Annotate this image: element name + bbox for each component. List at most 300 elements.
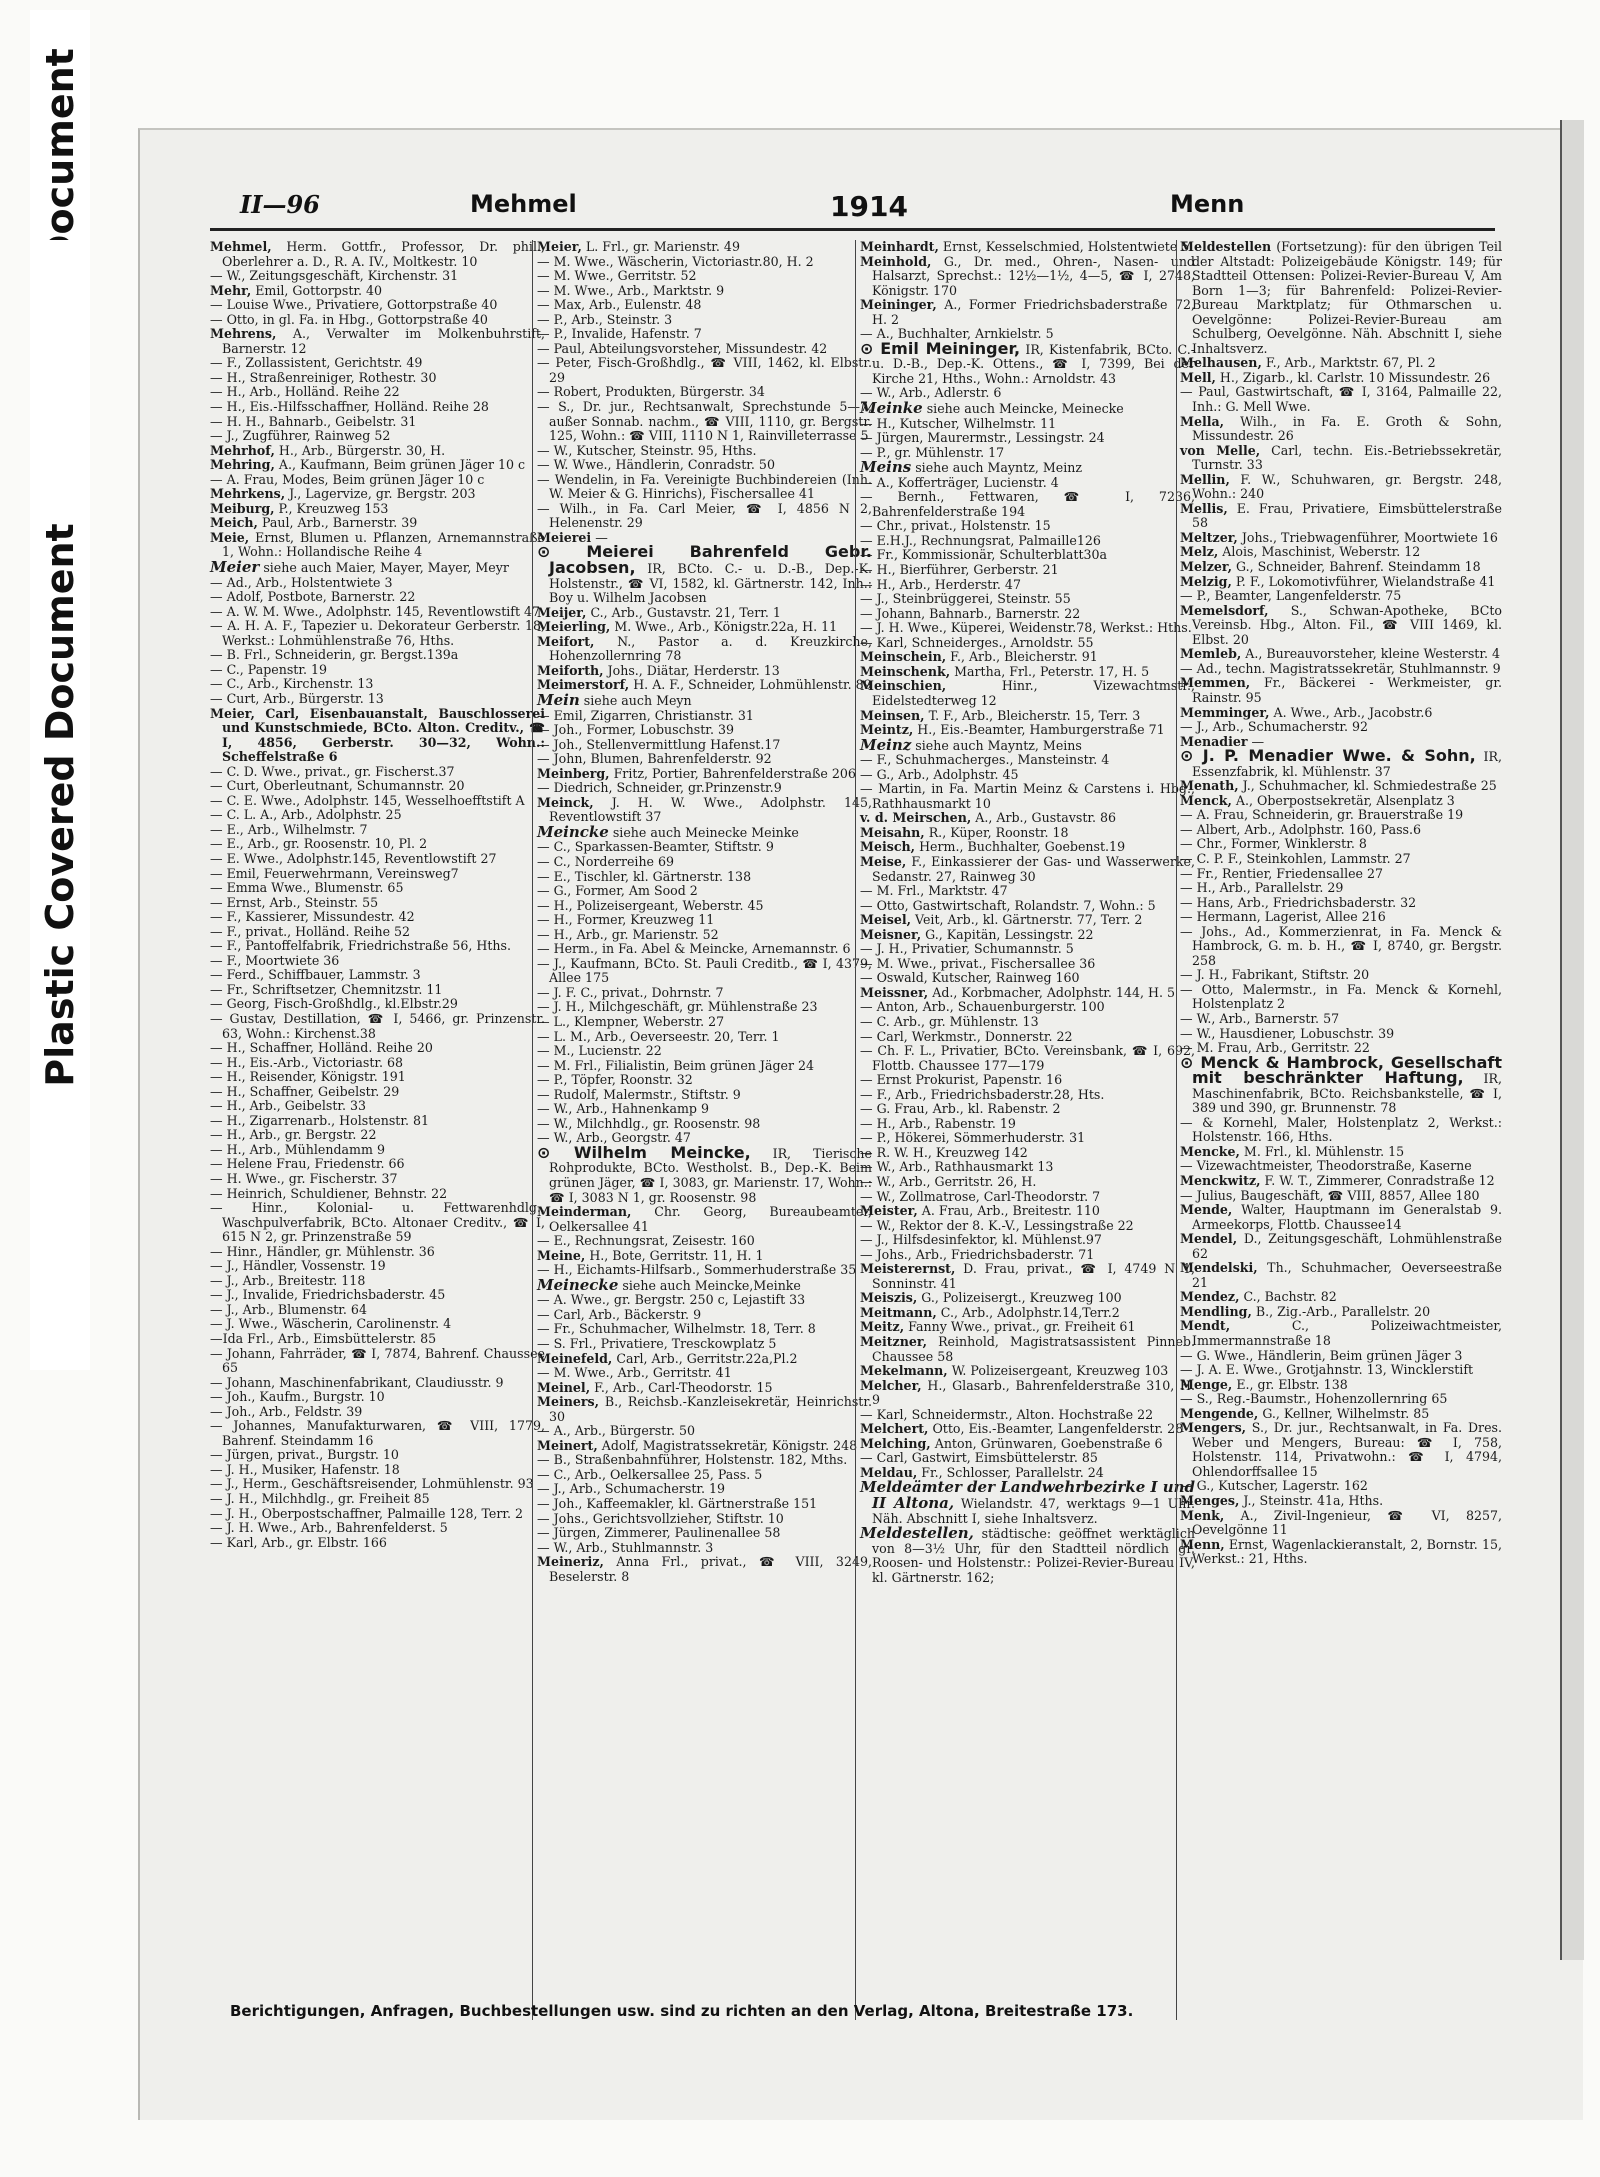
directory-entry — [860, 826, 1195, 841]
entry-details: F. W. T., Zimmerer, Conradstraße 12 — [1264, 1173, 1495, 1188]
entry-details: — J., Herm., Geschäftsreisender, Lohmühlenstr. 93 — [210, 1476, 534, 1492]
directory-entry — [210, 502, 545, 517]
directory-entry — [1180, 385, 1502, 414]
directory-entry — [537, 1526, 872, 1541]
directory-entry — [1180, 1305, 1502, 1320]
directory-entry — [210, 1056, 545, 1071]
directory-entry — [210, 939, 545, 954]
directory-entry — [1180, 444, 1502, 473]
entry-details: — J. A. E. Wwe., Grotjahnstr. 13, Wincklerstift — [1180, 1362, 1474, 1378]
entry-details: — R. W. H., Kreuzweg 142 — [860, 1144, 1028, 1160]
entry-details: IR, Tierische Rohprodukte, BCto. Westholst. B., Dep.-K. Beim grünen Jäger, ☎ I, 3083, gr. Marienstr. 17, Wohn.: ☎ I, 3083 N 1, gr. Roosenstr. 98 — [549, 1145, 872, 1205]
directory-entry — [1180, 371, 1502, 386]
directory-entry — [860, 899, 1195, 914]
entry-details: P. F., Lokomotivführer, Wielandstraße 41 — [1235, 573, 1496, 589]
directory-entry — [860, 709, 1195, 724]
directory-entry — [210, 1405, 545, 1420]
entry-details: H. A. F., Schneider, Lohmühlenstr. 89 — [633, 677, 872, 693]
directory-entry — [1180, 1145, 1502, 1160]
entry-details: — Chr., Former, Winklerstr. 8 — [1180, 836, 1367, 852]
directory-entry — [210, 765, 545, 780]
directory-entry — [210, 531, 545, 560]
entry-details: — J., Arb., Breitestr. 118 — [210, 1272, 366, 1288]
entry-surname: ⊙ Meierei Bahrenfeld Gebr. Jacobsen, — [537, 542, 872, 578]
entry-details: Johs., Diätar, Herderstr. 13 — [607, 662, 780, 678]
entry-details: — W., Arb., Stuhlmannstr. 3 — [537, 1539, 714, 1555]
entry-details: — Fr., Rentier, Friedensallee 27 — [1180, 865, 1384, 881]
directory-entry — [1180, 746, 1502, 779]
entry-details: — E. Wwe., Adolphstr.145, Reventlowstift 27 — [210, 850, 497, 866]
entry-surname: Mencke, — [1180, 1143, 1240, 1159]
directory-entry — [210, 1085, 545, 1100]
directory-entry — [537, 678, 872, 693]
directory-entry — [210, 648, 545, 663]
entry-surname: Meinert, — [537, 1437, 598, 1453]
directory-entry — [537, 342, 872, 357]
entry-details: E., gr. Elbstr. 138 — [1236, 1376, 1348, 1392]
entry-details: Adolf, Magistratssekretär, Königstr. 248 — [601, 1437, 858, 1453]
entry-details: — H. Wwe., gr. Fischerstr. 37 — [210, 1171, 398, 1186]
entry-surname: Meijer, — [537, 604, 587, 620]
entry-surname: Menn, — [1180, 1536, 1225, 1552]
entry-surname: Meineriz, — [537, 1554, 604, 1570]
directory-column-4 — [1180, 240, 1502, 1567]
entry-details: siehe auch Meincke,Meinke — [622, 1277, 801, 1293]
directory-column-3 — [860, 240, 1195, 1585]
entry-surname: Meinecke — [537, 1275, 619, 1294]
directory-entry — [860, 338, 1196, 387]
entry-surname: Meier, — [210, 705, 255, 721]
directory-entry — [860, 1291, 1195, 1306]
entry-details: A. Frau, Arb., Breitestr. 110 — [921, 1203, 1100, 1219]
directory-entry — [210, 867, 545, 882]
entry-details: — C. Arb., gr. Mühlenstr. 13 — [860, 1013, 1039, 1029]
directory-entry — [210, 605, 545, 620]
entry-details: — Julius, Baugeschäft, ☎ VIII, 8857, Allee 180 — [1180, 1187, 1480, 1203]
entry-details: — J. H., Privatier, Schumannstr. 5 — [860, 941, 1074, 957]
entry-details: — Fr., Kommissionär, Schulterblatt30a — [860, 547, 1108, 563]
directory-entry — [537, 781, 872, 796]
entry-details: — Johann, Fahrräder, ☎ I, 7874, Bahrenf. Chaussee 65 — [210, 1345, 545, 1376]
directory-entry — [1180, 794, 1502, 809]
directory-entry — [537, 1308, 872, 1323]
entry-details: — W., Rektor der 8. K.-V., Lessingstraße 22 — [860, 1217, 1134, 1233]
entry-details: — Curt, Arb., Bürgerstr. 13 — [210, 690, 384, 706]
entry-surname: Melcher, — [860, 1377, 922, 1393]
entry-details: A. Wwe., Arb., Jacobstr.6 — [1273, 704, 1433, 720]
entry-details: Herm., Buchhalter, Goebenst.19 — [919, 839, 1126, 855]
directory-entry — [537, 884, 872, 899]
directory-entry — [1180, 706, 1502, 721]
directory-entry — [537, 709, 872, 724]
entry-details: — F., Arb., Friedrichsbaderstr.28, Hts. — [860, 1086, 1105, 1102]
directory-entry — [537, 635, 872, 664]
entry-details: — J. H., Milchhdlg., gr. Freiheit 85 — [210, 1491, 430, 1507]
entry-details: — Adolf, Postbote, Barnerstr. 22 — [210, 589, 416, 605]
entry-surname: Melching, — [860, 1435, 931, 1451]
entry-surname: Meine, — [537, 1247, 586, 1263]
entry-details: — Joh., Kaufm., Burgstr. 10 — [210, 1389, 385, 1405]
directory-entry — [210, 779, 545, 794]
directory-entry — [210, 677, 545, 692]
entry-details: — Karl, Arb., gr. Elbstr. 166 — [210, 1534, 387, 1550]
entry-surname: Meins — [860, 458, 912, 477]
entry-details: — M. Wwe., Arb., Marktstr. 9 — [537, 282, 725, 298]
entry-details: — Carl, Werkmstr., Donnerstr. 22 — [860, 1028, 1073, 1044]
directory-entry — [537, 284, 872, 299]
directory-entry — [210, 1187, 545, 1202]
directory-entry — [1180, 662, 1502, 677]
directory-entry — [1180, 473, 1502, 502]
entry-surname: Meisel, — [860, 912, 912, 928]
entry-details: — Chr., privat., Holstenstr. 15 — [860, 518, 1051, 534]
entry-details: Carl, Arb., Gerritstr.22a,Pl.2 — [616, 1350, 798, 1366]
entry-details: Veit, Arb., kl. Gärtnerstr. 77, Terr. 2 — [915, 912, 1143, 928]
directory-entry — [860, 417, 1195, 432]
entry-details: — J. H., Oberpostschaffner, Palmaille 128, Terr. 2 — [210, 1505, 524, 1521]
directory-entry — [860, 1480, 1195, 1526]
entry-details: — W., Arb., Gerritstr. 26, H. — [860, 1174, 1037, 1189]
directory-entry — [537, 1424, 872, 1439]
directory-entry — [860, 753, 1195, 768]
directory-entry — [210, 1376, 545, 1391]
entry-details: — Ernst, Arb., Steinstr. 55 — [210, 894, 379, 910]
directory-entry — [860, 782, 1195, 811]
directory-entry — [860, 811, 1195, 826]
directory-entry — [537, 752, 872, 767]
directory-entry — [210, 1347, 545, 1376]
directory-entry — [1180, 1363, 1502, 1378]
entry-details: S., Schwan-Apotheke, BCto Vereinsb. Hbg., Alton. Fil., ☎ VIII 1469, kl. Elbst. 20 — [1192, 602, 1502, 647]
entry-surname: Meininger, — [860, 297, 937, 313]
directory-entry — [537, 313, 872, 328]
directory-entry — [537, 767, 872, 782]
entry-surname: Meissner, — [860, 984, 929, 1000]
directory-entry — [860, 1160, 1195, 1175]
entry-surname: Meltzer, — [1180, 529, 1238, 545]
entry-details: — Otto, Malermstr., in Fa. Menck & Kornehl, Holstenplatz 2 — [1180, 981, 1502, 1012]
entry-details: — Karl, Schneiderges., Arnoldstr. 55 — [860, 634, 1094, 650]
entry-details: — Rudolf, Malermstr., Stiftstr. 9 — [537, 1086, 741, 1102]
entry-details: — H., Reisender, Königstr. 191 — [210, 1069, 406, 1085]
directory-entry — [537, 1395, 872, 1424]
entry-details: — G., Kutscher, Lagerstr. 162 — [1180, 1478, 1368, 1494]
entry-details: F., Einkassierer der Gas- und Wasserwerke, Sedanstr. 27, Rainweg 30 — [872, 853, 1195, 884]
directory-entry — [537, 1322, 872, 1337]
directory-entry — [537, 1117, 872, 1132]
directory-entry — [210, 371, 545, 386]
directory-entry — [860, 1015, 1195, 1030]
entry-details: — Carl, Arb., Bäckerstr. 9 — [537, 1306, 702, 1322]
directory-entry — [537, 458, 872, 473]
directory-entry — [210, 415, 545, 430]
directory-entry — [537, 1352, 872, 1367]
entry-details: — G. Wwe., Händlerin, Beim grünen Jäger 3 — [1180, 1347, 1463, 1363]
entry-surname: Meinel, — [537, 1379, 591, 1395]
entry-details: — H., Polizeisergeant, Weberstr. 45 — [537, 897, 764, 913]
directory-entry — [1180, 1189, 1502, 1204]
entry-details: — Joh., Stellenvermittlung Hafenst.17 — [537, 736, 781, 752]
entry-surname: Meich, — [210, 515, 258, 531]
entry-details: — P., Invalide, Hafenstr. 7 — [537, 326, 702, 342]
entry-details: — M., Lucienstr. 22 — [537, 1043, 662, 1059]
directory-entry — [210, 1448, 545, 1463]
entry-details: — M. Frl., Filialistin, Beim grünen Jäger 24 — [537, 1057, 815, 1073]
directory-entry — [1180, 240, 1502, 356]
column-divider — [1176, 240, 1177, 2020]
directory-entry — [860, 255, 1195, 299]
entry-details: G., Polizeisergt., Kreuzweg 100 — [921, 1290, 1122, 1306]
directory-entry — [1180, 676, 1502, 705]
directory-entry — [860, 1190, 1195, 1205]
entry-surname: ⊙ Menck & Hambrock, Gesellschaft mit beschränkter Haftung, — [1180, 1052, 1502, 1088]
entry-details: J. H. W. Wwe., Adolphstr. 145, Reventlowstift 37 — [549, 794, 872, 825]
directory-entry — [1180, 1159, 1502, 1174]
entry-details: Walter, Hauptmann im Generalstab 9. Armeekorps, Flottb. Chaussee14 — [1192, 1202, 1502, 1232]
directory-entry — [1180, 852, 1502, 867]
entry-details: — Ernst Prokurist, Papenstr. 16 — [860, 1072, 1063, 1088]
entry-details: Emil, Gottorpstr. 40 — [255, 282, 383, 298]
directory-entry — [537, 444, 872, 459]
entry-details: siehe auch Meinecke Meinke — [612, 824, 799, 840]
entry-details: — H., Arb., Herderstr. 47 — [860, 576, 1021, 592]
entry-surname: Mella, — [1180, 413, 1225, 429]
page-binding-edge — [1560, 120, 1584, 1960]
entry-details: — Oswald, Kutscher, Rainweg 160 — [860, 970, 1080, 986]
entry-details: — P., Töpfer, Roonstr. 32 — [537, 1072, 693, 1088]
entry-details: — J. F. C., privat., Dohrnstr. 7 — [537, 984, 724, 1000]
entry-surname: Mehrhof, — [210, 442, 275, 458]
entry-surname: Mehrens, — [210, 326, 277, 342]
entry-details: Paul, Arb., Barnerstr. 39 — [261, 515, 418, 531]
directory-entry — [860, 665, 1195, 680]
directory-entry — [1180, 1509, 1502, 1538]
entry-details: — A. Wwe., gr. Bergstr. 250 c, Lejastift 33 — [537, 1292, 806, 1308]
entry-details: A., Bureauvorsteher, kleine Westerstr. 4 — [1245, 646, 1500, 662]
directory-entry — [860, 1044, 1195, 1073]
directory-entry — [537, 1205, 872, 1234]
entry-surname: Meldestellen, — [860, 1524, 974, 1543]
entry-surname: Memelsdorf, — [1180, 602, 1269, 618]
directory-entry — [537, 1015, 872, 1030]
directory-entry — [537, 957, 872, 986]
directory-entry — [1180, 1479, 1502, 1494]
entry-details: Alois, Maschinist, Weberstr. 12 — [1222, 544, 1421, 560]
directory-entry — [860, 971, 1195, 986]
entry-surname: Meise, — [860, 853, 907, 869]
entry-details: F. W., Schuhwaren, gr. Bergstr. 248, Wohn.: 240 — [1192, 471, 1502, 502]
entry-details: — P., Beamter, Langenfelderstr. 75 — [1180, 588, 1402, 604]
directory-entry — [860, 1306, 1195, 1321]
entry-details: A., Zivil-Ingenieur, ☎ VI, 8257, Oevelgönne 11 — [1192, 1507, 1502, 1538]
entry-details: — A. W. M. Wwe., Adolphstr. 145, Reventlowstift 47 — [210, 603, 541, 619]
entry-details: — H., Arb., Parallelstr. 29 — [1180, 880, 1344, 896]
entry-details: — H., Arb., Geibelstr. 33 — [210, 1098, 367, 1114]
directory-entry — [210, 954, 545, 969]
entry-details: L. Frl., gr. Marienstr. 49 — [585, 239, 740, 254]
directory-entry — [537, 899, 872, 914]
entry-details: — Karl, Schneidermstr., Alton. Hochstraße 22 — [860, 1406, 1154, 1422]
entry-surname: Meinefeld, — [537, 1350, 613, 1366]
directory-entry — [1180, 925, 1502, 969]
entry-details: — L. M., Arb., Oeverseestr. 20, Terr. 1 — [537, 1028, 780, 1044]
directory-entry — [210, 1099, 545, 1114]
directory-entry — [210, 1041, 545, 1056]
entry-details: — C., Norderreihe 69 — [537, 853, 675, 869]
directory-entry — [1180, 531, 1502, 546]
entry-details: — Ad., Arb., Holstentwiete 3 — [210, 574, 393, 590]
directory-entry — [210, 808, 545, 823]
directory-entry — [210, 925, 545, 940]
entry-details: — M. Frau, Arb., Gerritstr. 22 — [1180, 1040, 1370, 1056]
entry-details: — Hans, Arb., Friedrichsbaderstr. 32 — [1180, 894, 1417, 910]
directory-entry — [1180, 983, 1502, 1012]
entry-details: — H., Arb., Rabenstr. 19 — [860, 1115, 1016, 1131]
entry-details: A., Arb., Gustavstr. 86 — [975, 810, 1117, 826]
directory-entry — [1180, 896, 1502, 911]
directory-entry — [860, 490, 1195, 519]
directory-entry — [210, 997, 545, 1012]
entry-details: — Johann, Maschinenfabrikant, Claudiusstr. 9 — [210, 1374, 504, 1390]
directory-column-2 — [537, 240, 872, 1584]
directory-entry — [537, 298, 872, 313]
entry-details: — Joh., Kaffeemakler, kl. Gärtnerstraße 151 — [537, 1496, 818, 1512]
entry-details: — J., Arb., Schumacherstr. 19 — [537, 1481, 726, 1497]
directory-entry — [210, 284, 545, 299]
entry-surname: Meinhold, — [860, 253, 932, 269]
entry-details: Ernst, Wagenlackieranstalt, 2, Bornstr. 15, Werkst.: 21, Hths. — [1192, 1536, 1502, 1567]
entry-surname: Meisch, — [860, 839, 916, 855]
entry-details: — C. E. Wwe., Adolphstr. 145, Wesselhoefftstift A — [210, 792, 525, 808]
entry-details: — B. Frl., Schneiderin, gr. Bergst.139a — [210, 647, 459, 663]
entry-details: C., Arb., Adolphstr.14,Terr.2 — [940, 1304, 1120, 1320]
directory-entry — [537, 1088, 872, 1103]
entry-details: IR, BCto. C.- u. D.-B., Dep.-K. Holstenstr., ☎ VI, 1582, kl. Gärtnerstr. 142, Inh.: Boy u. Wilhelm Jacobsen — [549, 561, 872, 606]
entry-details: — Johs., Gerichtsvollzieher, Stiftstr. 10 — [537, 1510, 784, 1526]
entry-details: — H., Kutscher, Wilhelmstr. 11 — [860, 415, 1057, 431]
entry-details: R., Küper, Roonstr. 18 — [928, 824, 1069, 840]
directory-entry — [1180, 1116, 1502, 1145]
entry-details: — F., Pantoffelfabrik, Friedrichstraße 56, Hths. — [210, 938, 511, 954]
directory-entry — [537, 1293, 872, 1308]
entry-details: IR, Kistenfabrik, BCto. C.- u. D.-B., Dep.-K. Ottens., ☎ I, 7399, Bei der Kirche 21, Hths., Wohn.: Arnoldstr. 43 — [872, 341, 1196, 386]
entry-details: — J. H. Wwe., Küperei, Weidenstr.78, Werkst.: Hths. — [860, 620, 1192, 636]
entry-surname: Meister, — [860, 1203, 918, 1219]
directory-column-1 — [210, 240, 545, 1550]
entry-surname: Meitzner, — [860, 1334, 927, 1350]
entry-details: S., Dr. jur., Rechtsanwalt, in Fa. Dres. Weber und Mengers, Bureau: ☎ I, 758, Holstenstr. 114, Privatwohn.: ☎ I, 4794, Ohlendorffsallee 15 — [1192, 1420, 1502, 1479]
directory-entry — [860, 460, 1195, 476]
entry-details: — Vizewachtmeister, Theodorstraße, Kaserne — [1180, 1158, 1472, 1174]
directory-entry — [210, 707, 545, 765]
entry-surname: v. d. Meirschen, — [860, 810, 972, 826]
entry-surname: Menge, — [1180, 1376, 1233, 1392]
directory-entry — [1180, 1407, 1502, 1422]
entry-details: städtische: geöffnet werktäglich von 8—3½ Uhr, für den Stadtteil nördlich gr. Roosen- und Holstenstr.: Polizei-Revier-Bureau IV, kl. Gärtnerstr. 162; — [872, 1526, 1195, 1585]
directory-entry — [210, 429, 545, 444]
page-header — [240, 190, 1490, 230]
directory-entry — [210, 1536, 545, 1551]
entry-details: A., Kaufmann, Beim grünen Jäger 10 c — [278, 457, 526, 473]
directory-entry — [860, 1146, 1195, 1161]
directory-entry — [537, 1337, 872, 1352]
entry-surname: Mengende, — [1180, 1405, 1259, 1421]
entry-details: — J., Invalide, Friedrichsbaderstr. 45 — [210, 1287, 446, 1303]
entry-details: (Fortsetzung): für den übrigen Teil der Altstadt: Polizeigebäude Königstr. 149; für Stadtteil Ottensen: Polizei-Revier-Bureau V, Am Born 1—3; für Bahrenfeld: Polizei-Revier-Bureau Marktplatz; für Othmarschen u. Oevelgönne: Polizei-Revier-Bureau am Schulberg, Oevelgönne. Näh. Abschnitt I, siehe Inhaltsverz. — [1192, 239, 1502, 356]
entry-details: — Curt, Oberleutnant, Schumannstr. 20 — [210, 778, 465, 794]
entry-surname: Meierling, — [537, 619, 611, 635]
entry-surname: Meinsen, — [860, 707, 925, 723]
entry-details: — Emma Wwe., Blumenstr. 65 — [210, 880, 404, 896]
entry-surname: Mehr, — [210, 282, 252, 298]
directory-entry — [1180, 823, 1502, 838]
directory-entry — [1180, 1012, 1502, 1027]
directory-entry — [1180, 1319, 1502, 1348]
entry-details: D., Zeitungsgeschäft, Lohmühlenstraße 62 — [1192, 1231, 1502, 1261]
entry-details: — S., Reg.-Baumstr., Hohenzollernring 65 — [1180, 1391, 1448, 1407]
directory-entry — [860, 1379, 1195, 1408]
entry-details: — Emil, Feuerwehrmann, Vereinsweg7 — [210, 865, 459, 881]
entry-details: — Johs., Ad., Kommerzienrat, in Fa. Menck & Hambrock, G. m. b. H., ☎ I, 8740, gr. Bergstr. 258 — [1180, 923, 1502, 968]
entry-surname: Meie, — [210, 529, 250, 545]
entry-details: — C., Arb., Oelkersallee 25, Pass. 5 — [537, 1466, 763, 1482]
entry-details: — Johannes, Manufakturwaren, ☎ VIII, 1779, Bahrenf. Steindamm 16 — [210, 1418, 545, 1448]
directory-entry — [537, 1497, 872, 1512]
entry-details: — H., Schaffner, Geibelstr. 29 — [210, 1083, 400, 1099]
directory-entry — [210, 240, 545, 269]
entry-details: — W., Kutscher, Steinstr. 95, Hths. — [537, 442, 757, 458]
directory-entry — [860, 650, 1195, 665]
entry-details: W. Polizeisergeant, Kreuzweg 103 — [951, 1363, 1169, 1379]
entry-surname: Meincke — [537, 822, 609, 841]
directory-entry — [210, 298, 545, 313]
directory-entry — [210, 1274, 545, 1289]
entry-surname: von Melle, — [1180, 442, 1261, 458]
entry-details: — E., Rechnungsrat, Zeisestr. 160 — [537, 1233, 755, 1249]
directory-entry — [860, 1422, 1195, 1437]
directory-entry — [537, 1439, 872, 1454]
directory-entry — [210, 823, 545, 838]
directory-entry — [1180, 808, 1502, 823]
entry-surname: Meldeämter der Landwehrbezirke I und II Altona, — [860, 1478, 1195, 1513]
entry-surname: Mendez, — [1180, 1289, 1240, 1305]
directory-entry — [537, 690, 872, 709]
entry-details: — W., Arb., Hahnenkamp 9 — [537, 1101, 709, 1117]
entry-details: — Georg, Fisch-Großhdlg., kl.Elbstr.29 — [210, 996, 458, 1012]
entry-details: — Emil, Zigarren, Christianstr. 31 — [537, 707, 754, 723]
directory-entry — [1180, 1378, 1502, 1393]
directory-entry — [537, 1000, 872, 1015]
directory-entry — [210, 473, 545, 488]
directory-entry — [210, 1521, 545, 1536]
entry-details: F., Arb., Marktstr. 67, Pl. 2 — [1265, 355, 1436, 371]
entry-details: — & Kornehl, Maler, Holstenplatz 2, Werkst.: Holstenstr. 166, Hths. — [1180, 1114, 1502, 1145]
entry-details: — A., Buchhalter, Arnkielstr. 5 — [860, 326, 1054, 342]
entry-details: Johs., Triebwagenführer, Moortwiete 16 — [1241, 529, 1498, 545]
entry-details: — H., Arb., gr. Marienstr. 52 — [537, 926, 719, 942]
directory-entry — [210, 400, 545, 415]
entry-details: Th., Schuhmacher, Oeverseestraße 21 — [1192, 1260, 1502, 1290]
directory-entry — [860, 913, 1195, 928]
entry-details: C., Bachstr. 82 — [1243, 1289, 1337, 1305]
entry-details: — Ad., techn. Magistratssekretär, Stuhlmannstr. 9 — [1180, 660, 1501, 676]
directory-entry — [1180, 1261, 1502, 1290]
entry-surname: Mekelmann, — [860, 1363, 948, 1379]
directory-entry — [537, 1453, 872, 1468]
entry-details: — L., Klempner, Weberstr. 27 — [537, 1013, 725, 1029]
directory-entry — [537, 870, 872, 885]
entry-details: — W., Arb., Rathhausmarkt 13 — [860, 1159, 1054, 1175]
